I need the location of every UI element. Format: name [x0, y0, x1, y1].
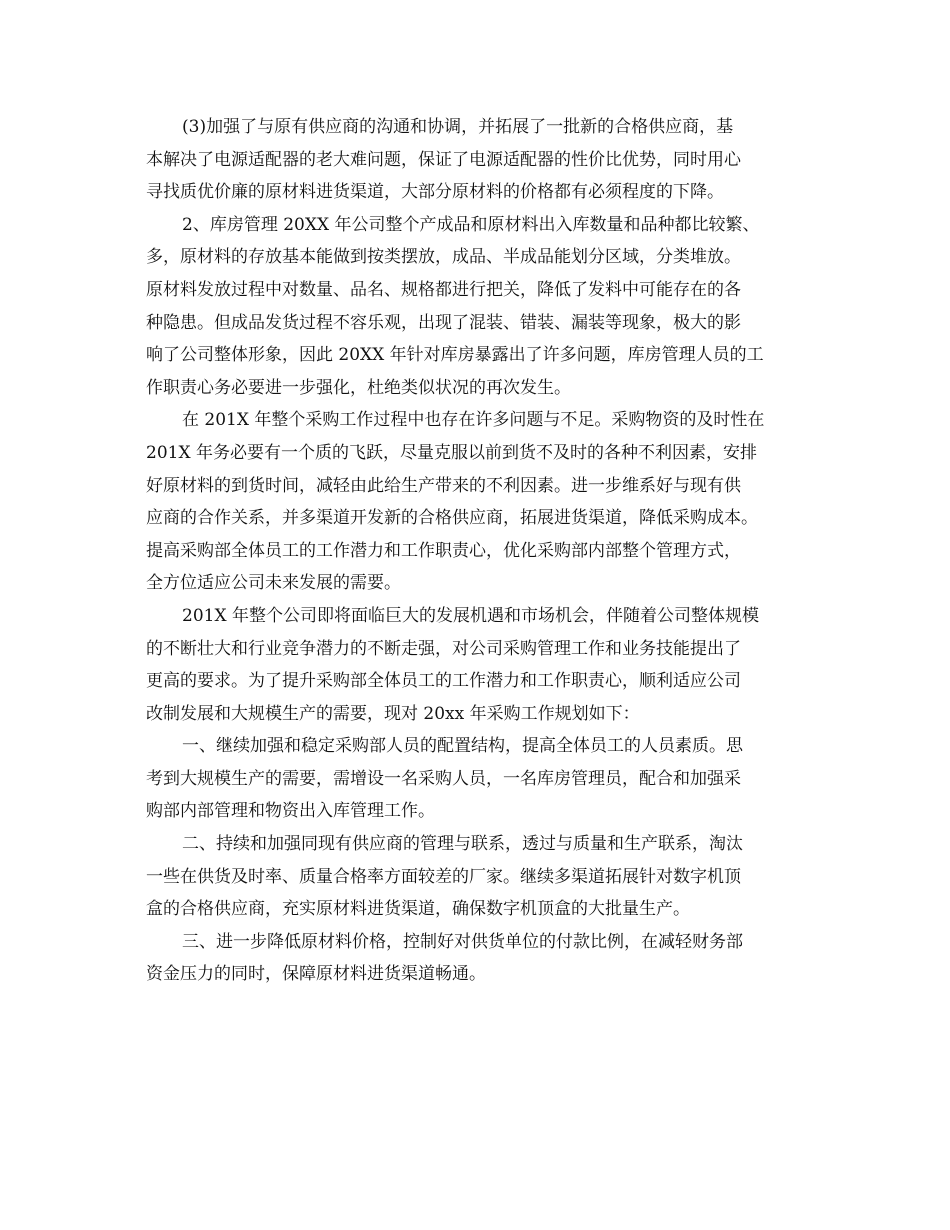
paragraph-line: 考到大规模生产的需要，需增设一名采购人员，一名库房管理员，配合和加强采: [146, 768, 741, 789]
paragraph-supplier-coordination: [146, 111, 804, 209]
paragraph-procurement-issues: [146, 404, 804, 600]
paragraph-line: 2、库房管理 20XX 年公司整个产成品和原材料出入库数量和品种都比较繁、: [182, 214, 760, 235]
paragraph-line: 一些在供货及时率、质量合格率方面较差的厂家。继续多渠道拓展针对数字机顶: [146, 866, 741, 887]
paragraph-line: 响了公司整体形象，因此 20XX 年针对库房暴露出了许多问题，库房管理人员的工: [146, 345, 764, 366]
paragraph-plan-item-3: [146, 926, 804, 991]
paragraph-line: 种隐患。但成品发货过程不容乐观，出现了混装、错装、漏装等现象，极大的影: [146, 312, 741, 333]
paragraph-line: 好原材料的到货时间，减轻由此给生产带来的不利因素。进一步维系好与现有供: [146, 475, 741, 496]
paragraph-line: 全方位适应公司未来发展的需要。: [146, 573, 401, 594]
paragraph-line: 资金压力的同时，保障原材料进货渠道畅通。: [146, 964, 486, 985]
paragraph-line: 作职责心务必要进一步强化，杜绝类似状况的再次发生。: [146, 377, 571, 398]
paragraph-line: 多，原材料的存放基本能做到按类摆放，成品、半成品能划分区域，分类堆放。: [146, 247, 741, 268]
paragraph-line: 201X 年务必要有一个质的飞跃，尽量克服以前到货不及时的各种不利因素，安排: [146, 442, 757, 463]
paragraph-plan-item-1: [146, 730, 804, 828]
paragraph-line: 三、进一步降低原材料价格，控制好对供货单位的付款比例，在减轻财务部: [182, 931, 743, 952]
paragraph-line: 201X 年整个公司即将面临巨大的发展机遇和市场机会，伴随着公司整体规模: [182, 605, 759, 626]
paragraph-line: 改制发展和大规模生产的需要，现对 20xx 年采购工作规划如下：: [146, 703, 640, 724]
paragraph-line: 盒的合格供应商，充实原材料进货渠道，确保数字机顶盒的大批量生产。: [146, 899, 690, 920]
paragraph-line: 本解决了电源适配器的老大难问题，保证了电源适配器的性价比优势，同时用心: [146, 149, 741, 170]
paragraph-line: 二、持续和加强同现有供应商的管理与联系，透过与质量和生产联系，淘汰: [182, 834, 743, 855]
paragraph-line: 一、继续加强和稳定采购部人员的配置结构，提高全体员工的人员素质。思: [182, 736, 743, 757]
document-body: [146, 111, 804, 991]
paragraph-line: 寻找质优价廉的原材料进货渠道，大部分原材料的价格都有必须程度的下降。: [146, 182, 724, 203]
paragraph-plan-item-2: [146, 828, 804, 926]
paragraph-line: 的不断壮大和行业竞争潜力的不断走强，对公司采购管理工作和业务技能提出了: [146, 638, 741, 659]
paragraph-line: 更高的要求。为了提升采购部全体员工的工作潜力和工作职责心，顺利适应公司: [146, 671, 741, 692]
paragraph-warehouse-management: [146, 209, 804, 405]
paragraph-line: 在 201X 年整个采购工作过程中也存在许多问题与不足。采购物资的及时性在: [182, 410, 765, 431]
paragraph-line: 应商的合作关系，并多渠道开发新的合格供应商，拓展进货渠道，降低采购成本。: [146, 508, 758, 529]
paragraph-line: 提高采购部全体员工的工作潜力和工作职责心，优化采购部内部整个管理方式，: [146, 540, 741, 561]
paragraph-line: (3)加强了与原有供应商的沟通和协调，并拓展了一批新的合格供应商，基: [182, 117, 734, 137]
paragraph-line: 原材料发放过程中对数量、品名、规格都进行把关，降低了发料中可能存在的各: [146, 279, 741, 300]
paragraph-development-opportunity: [146, 600, 804, 730]
paragraph-line: 购部内部管理和物资出入库管理工作。: [146, 801, 435, 822]
